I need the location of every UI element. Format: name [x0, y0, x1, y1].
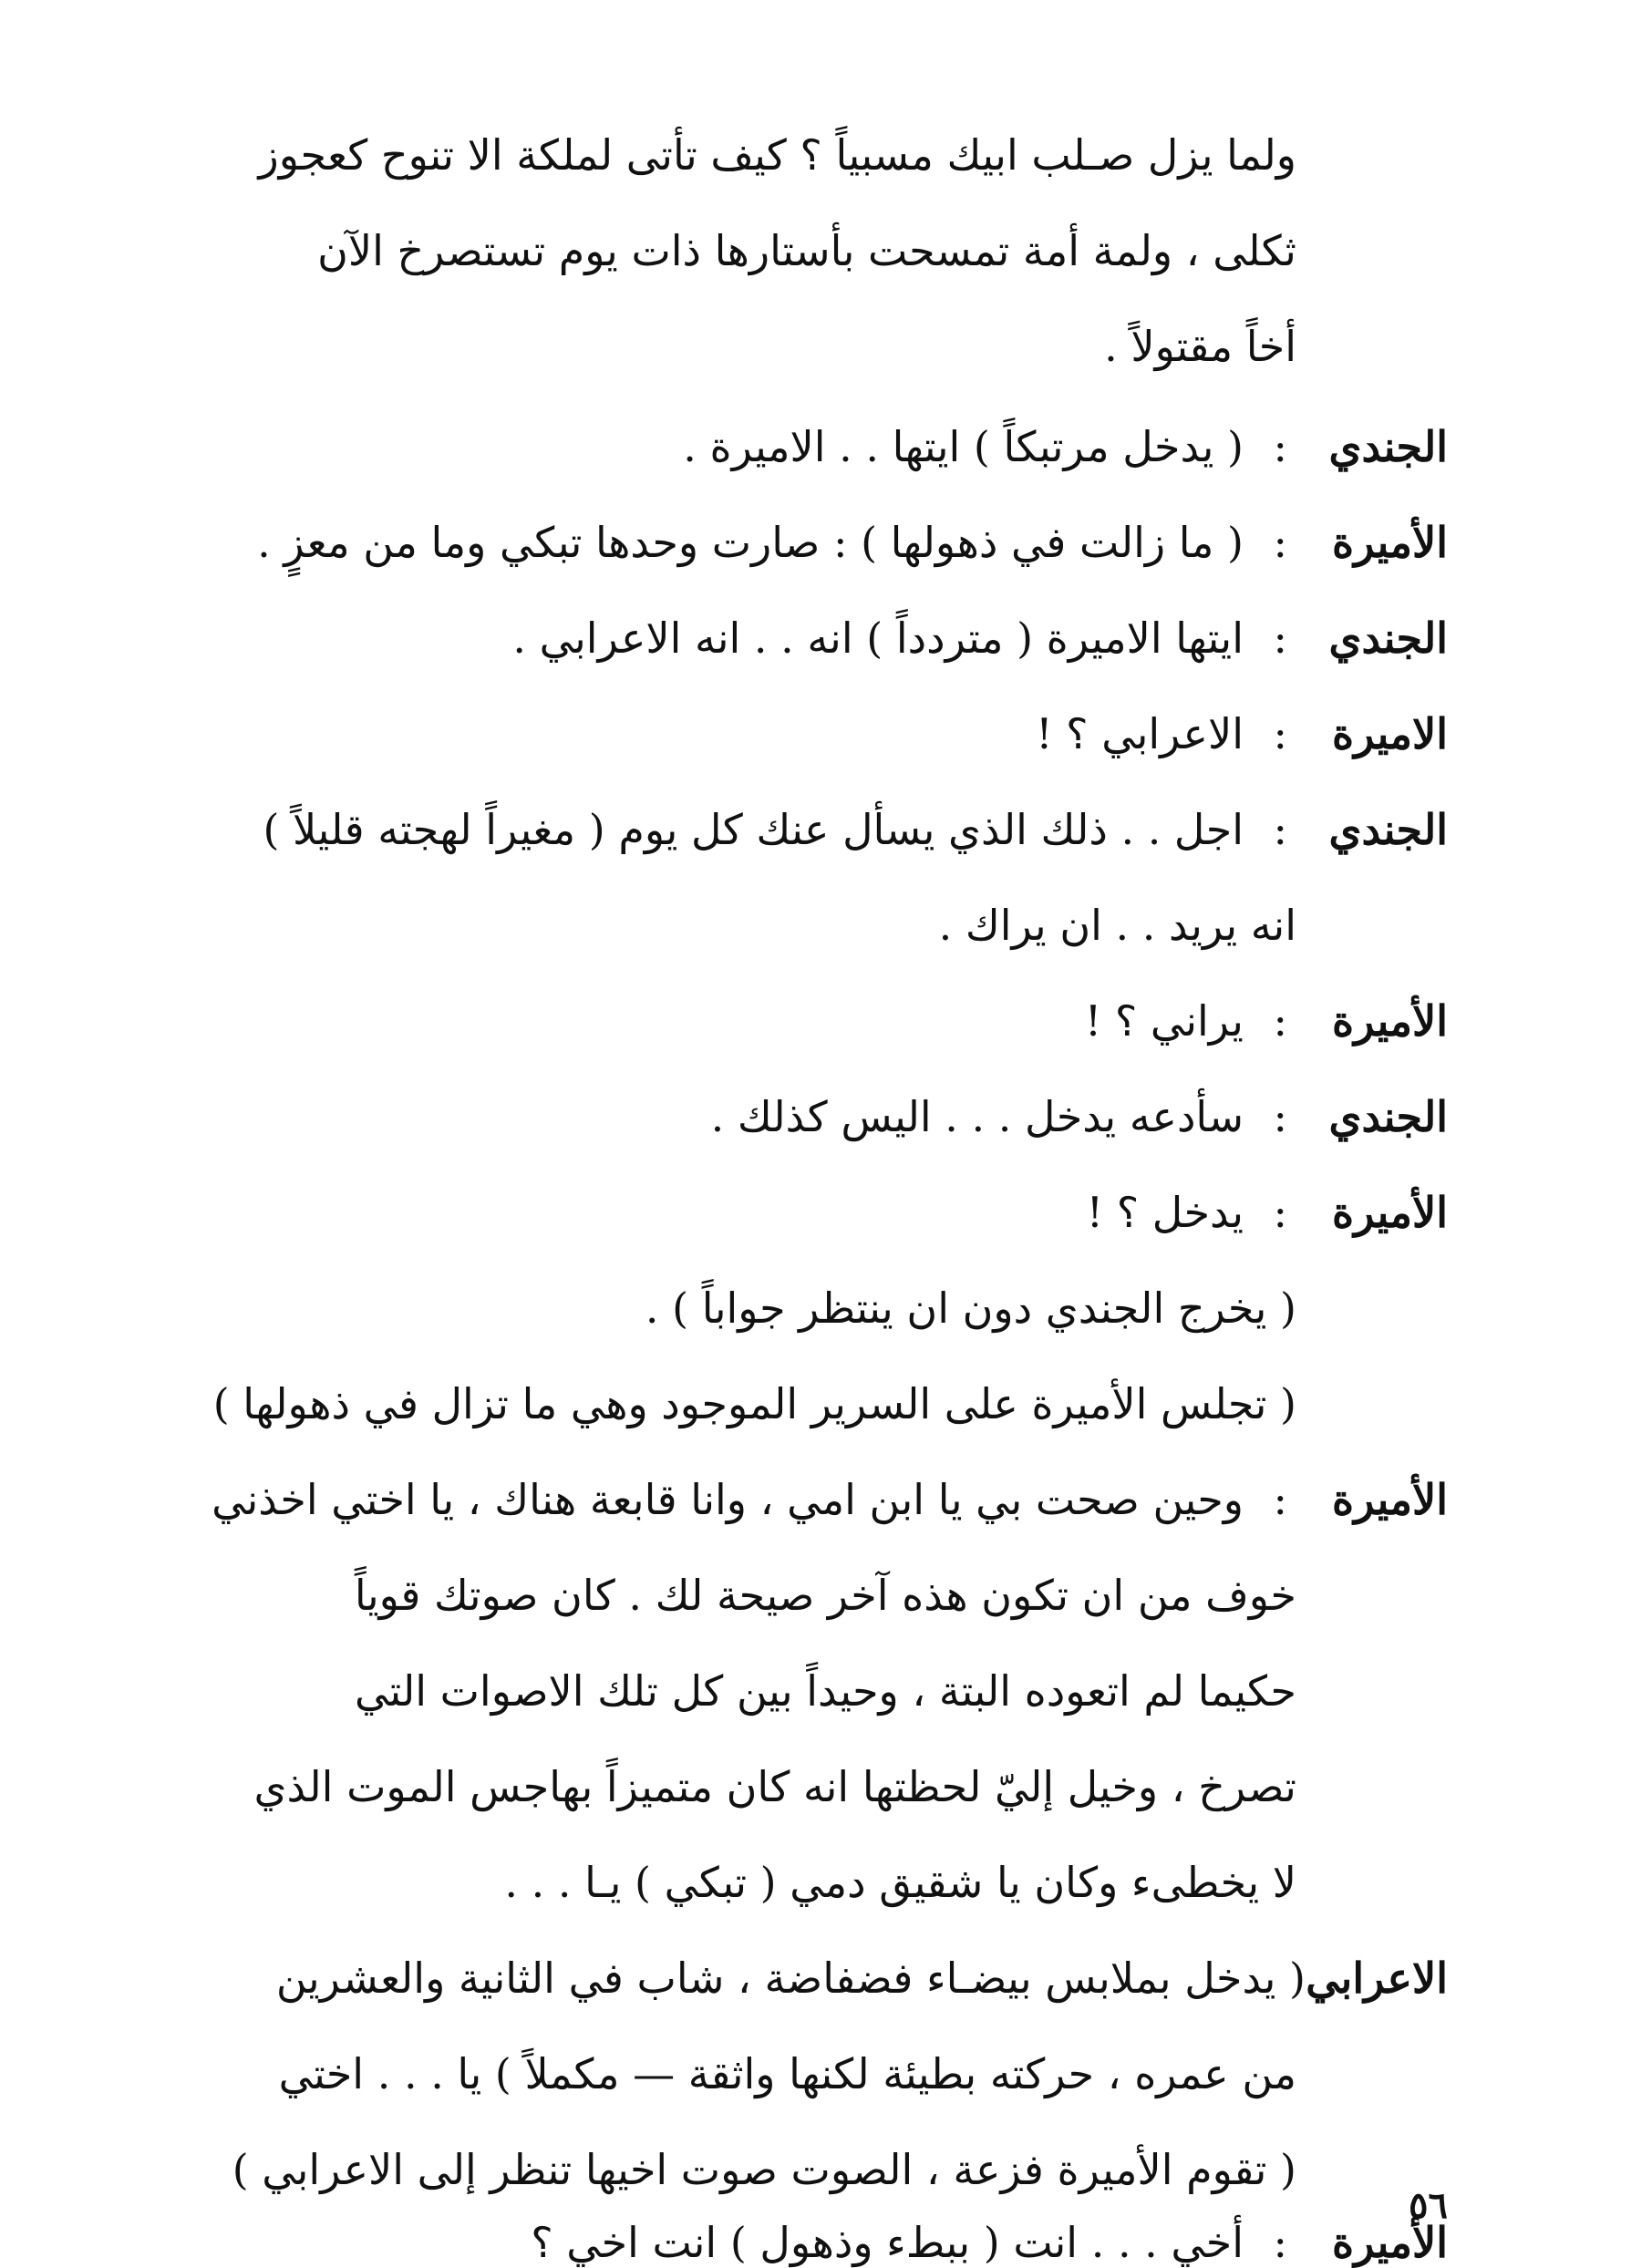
speaker-name: الاعرابي [1306, 1954, 1448, 2003]
speaker-colon: : [1273, 709, 1287, 758]
dialogue-text: ( يدخل بملابس بيضـاء فضفاضة ، شاب في الثانية والعشرين [275, 1954, 1306, 2003]
text-line [0, 880, 1652, 971]
text-line [0, 2028, 1652, 2119]
dialogue-text: يراني ؟ ! [1084, 996, 1244, 1046]
text-line [0, 109, 1652, 201]
speaker-name: الأميرة [1331, 1475, 1448, 1524]
dialogue-line [0, 401, 1652, 492]
stage-direction-text: ( يخرج الجندي دون ان ينتظر جواباً ) . [645, 1283, 1296, 1333]
speaker-name: الأميرة [1331, 996, 1448, 1046]
speaker-colon: : [1273, 2218, 1287, 2267]
continuation-text: أخاً مقتولاً . [1104, 322, 1296, 371]
dialogue-text: ( يدخل مرتبكاً ) ايتها . . الاميرة . [683, 422, 1244, 471]
text-line [0, 1741, 1652, 1832]
stage-direction-text: ( تجلس الأميرة على السرير الموجود وهي ما تزال في ذهولها ) [212, 1379, 1296, 1428]
dialogue-text: أخي . . . انت ( ببطء وذهول ) انت اخي ؟ [531, 2218, 1244, 2267]
dialogue-line [0, 1167, 1652, 1258]
dialogue-line [0, 975, 1652, 1067]
speaker-colon: : [1273, 996, 1287, 1046]
speaker-colon: : [1273, 1475, 1287, 1524]
stage-direction [0, 1358, 1652, 1449]
continuation-text: تصرخ ، وخيل إليّ لحظتها انه كان متميزاً بهاجس الموت الذي [253, 1762, 1296, 1811]
speaker-colon: : [1273, 805, 1287, 854]
dialogue-text: وحين صحت بي يا ابن امي ، وانا قابعة هناك ، يا اختي اخذني [212, 1475, 1244, 1524]
speaker-colon: : [1273, 1092, 1287, 1141]
dialogue-text: يدخل ؟ ! [1086, 1188, 1244, 1237]
continuation-text: حكيما لم اتعوده البتة ، وحيداً بين كل تلك الاصوات التي [354, 1666, 1296, 1716]
speaker-colon: : [1273, 613, 1287, 663]
continuation-text: ثكلى ، ولمة أمة تمسحت بأستارها ذات يوم تستصرخ الآن [317, 226, 1296, 275]
text-line [0, 1645, 1652, 1737]
speaker-colon: : [1273, 422, 1287, 471]
speaker-colon: : [1273, 518, 1287, 567]
speaker-name: الأميرة [1331, 2218, 1448, 2267]
dialogue-text: اجل . . ذلك الذي يسأل عنك كل يوم ( مغيراً لهجته قليلاً ) [263, 805, 1244, 854]
dialogue-line [0, 593, 1652, 684]
text-line [0, 301, 1652, 392]
dialogue-line [0, 497, 1652, 588]
speaker-name: الأميرة [1331, 1188, 1448, 1237]
dialogue-text: ( ما زالت في ذهولها ) : صارت وحدها تبكي وما من معزٍ . [257, 518, 1244, 567]
speaker-name: الأميرة [1331, 518, 1448, 567]
continuation-text: لا يخطىء وكان يا شقيق دمي ( تبكي ) يـا . . . [504, 1858, 1296, 1907]
dialogue-line [0, 784, 1652, 875]
text-line [0, 2124, 1652, 2215]
continuation-text: من عمره ، حركته بطيئة لكنها واثقة — مكملاً ) يا . . . اختي [278, 2049, 1296, 2098]
dialogue-line [0, 2220, 1652, 2265]
continuation-text: انه يريد . . ان يراك . [938, 901, 1296, 950]
text-line [0, 1550, 1652, 1641]
speaker-name: الاميرة [1331, 709, 1448, 758]
continuation-text: خوف من ان تكون هذه آخر صيحة لك . كان صوتك قوياً [354, 1571, 1296, 1620]
dialogue-line [0, 1933, 1652, 2024]
speaker-name: الجندي [1328, 422, 1448, 471]
stage-direction [0, 1263, 1652, 1354]
dialogue-line [0, 1071, 1652, 1162]
speaker-name: الجندي [1328, 1092, 1448, 1141]
dialogue-text: ايتها الاميرة ( متردداً ) انه . . انه الاعرابي . [512, 613, 1244, 663]
text-line [0, 1837, 1652, 1928]
dialogue-line [0, 1454, 1652, 1545]
continuation-text: ( تقوم الأميرة فزعة ، الصوت صوت اخيها تنظر إلى الاعرابي ) [232, 2145, 1296, 2194]
speaker-name: الجندي [1328, 613, 1448, 663]
dialogue-line [0, 688, 1652, 779]
text-line [0, 205, 1652, 296]
speaker-name: الجندي [1328, 805, 1448, 854]
continuation-text: ولما يزل صـلب ابيك مسبياً ؟ كيف تأتى لملكة الا تنوح كعجوز [258, 130, 1296, 180]
page-number: ٥٦ [1409, 2184, 1448, 2227]
speaker-colon: : [1273, 1188, 1287, 1237]
dialogue-text: الاعرابي ؟ ! [1036, 709, 1244, 758]
dialogue-text: سأدعه يدخل . . . اليس كذلك . [710, 1092, 1244, 1141]
